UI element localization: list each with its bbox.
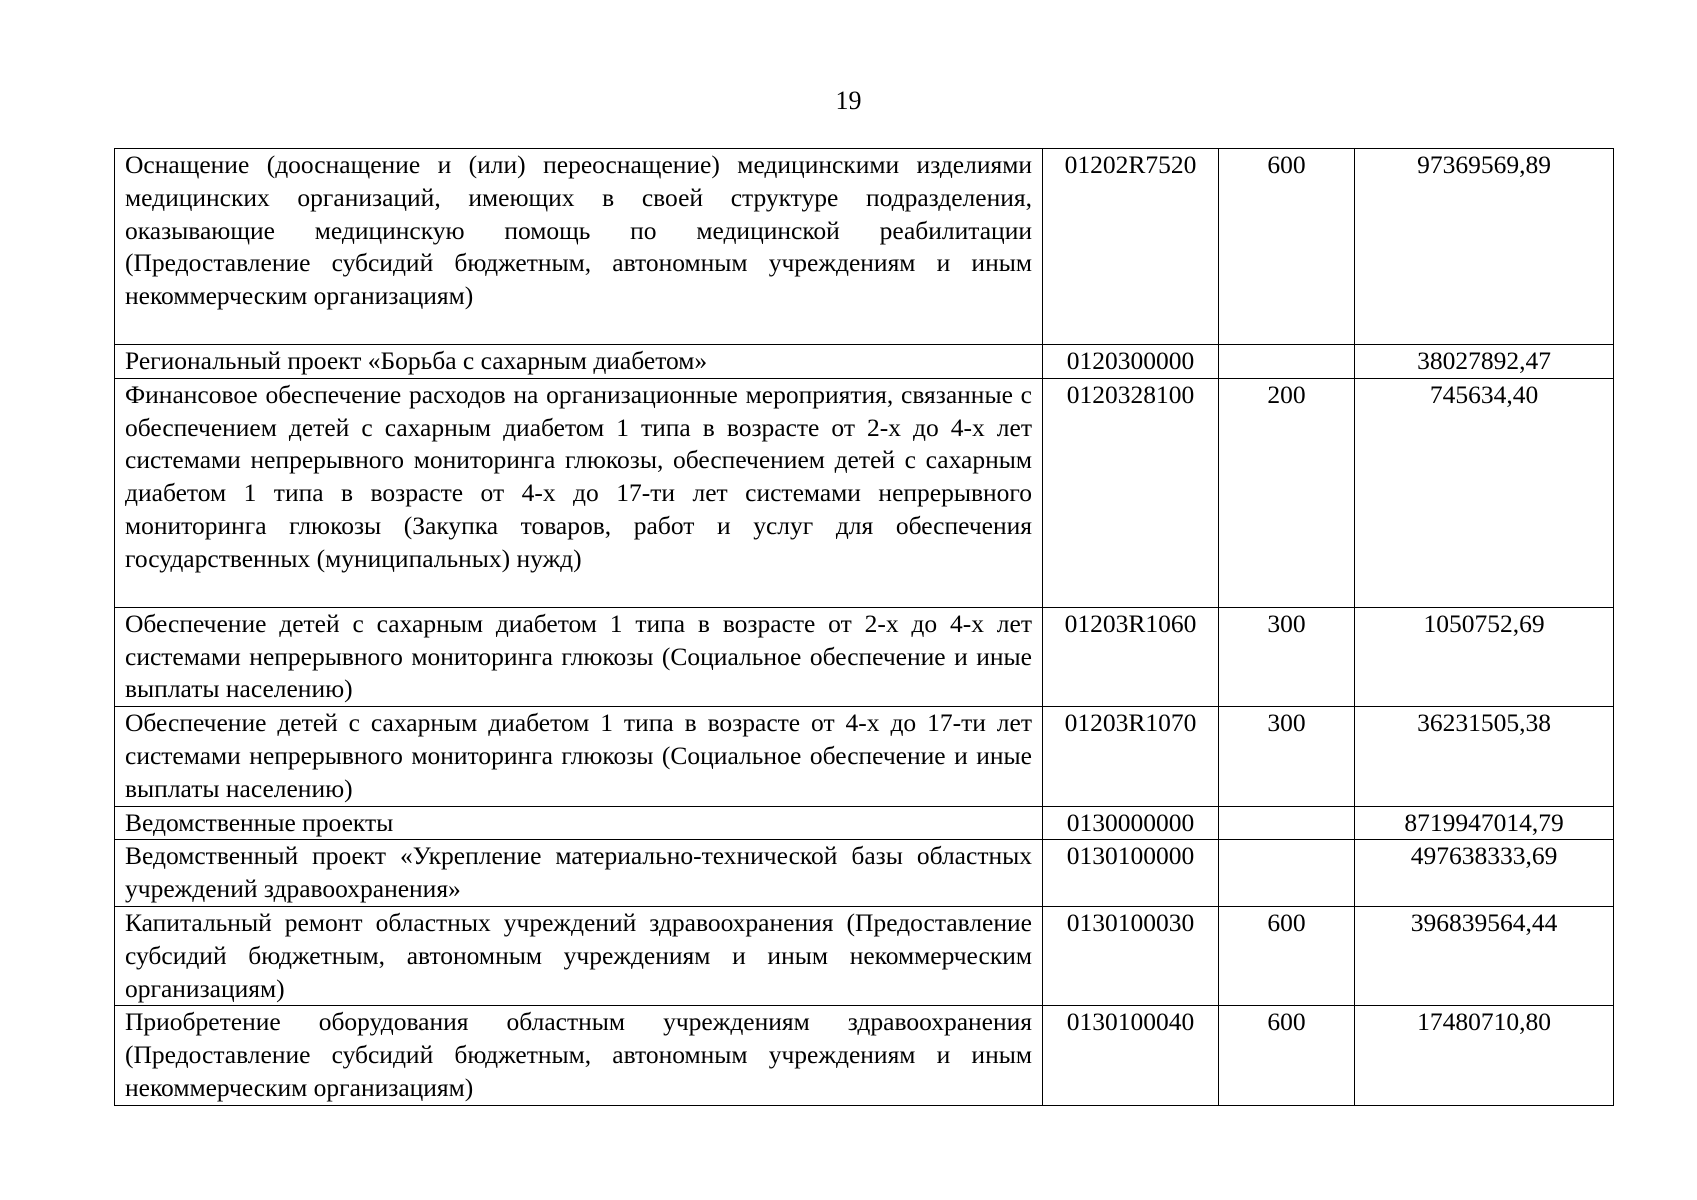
table-row [115,806,1614,840]
row-name-cell: Финансовое обеспечение расходов на организационные мероприятия, связанные с обеспечением детей с сахарным диабетом 1 типа в возрасте от 2-х до 4-х лет системами непрерывного мониторинга глюкозы, обеспечением детей с сахарным диабетом 1 типа в возрасте от 4-х до 17-ти лет системами непрерывного мониторинга глюкозы (Закупка товаров, работ и услуг для обеспечения государственных (муниципальных) нужд) [115,378,1043,607]
table-row [115,607,1614,706]
row-code-cell: 0130100040 [1043,1006,1219,1105]
row-sum-cell: 1050752,69 [1355,607,1614,706]
row-code-cell: 01202R7520 [1043,149,1219,345]
page-number: 19 [835,86,862,115]
row-name-cell: Приобретение оборудования областным учреждениям здравоохранения (Предоставление субсидий бюджетным, автономным учреждениям и иным некоммерческим организациям) [115,1006,1043,1105]
row-code-cell: 0130100030 [1043,906,1219,1005]
row-name-cell: Региональный проект «Борьба с сахарным диабетом» [115,345,1043,379]
table-row [115,378,1614,607]
row-expense-type-cell: 600 [1219,906,1355,1005]
row-expense-type-cell [1219,345,1355,379]
row-code-cell: 0130000000 [1043,806,1219,840]
row-name-cell: Ведомственный проект «Укрепление материально-технической базы областных учреждений здравоохранения» [115,840,1043,907]
row-code-cell: 0130100000 [1043,840,1219,907]
row-sum-cell: 17480710,80 [1355,1006,1614,1105]
row-sum-cell: 745634,40 [1355,378,1614,607]
row-expense-type-cell: 300 [1219,607,1355,706]
row-sum-cell: 497638333,69 [1355,840,1614,907]
table-row [115,345,1614,379]
row-sum-cell: 8719947014,79 [1355,806,1614,840]
row-name-cell: Оснащение (дооснащение и (или) переоснащение) медицинскими изделиями медицинских организаций, имеющих в своей структуре подразделения, оказывающие медицинскую помощь по медицинской реабилитации (Предоставление субсидий бюджетным, автономным учреждениям и иным некоммерческим организациям) [115,149,1043,345]
row-code-cell: 0120328100 [1043,378,1219,607]
row-code-cell: 01203R1070 [1043,707,1219,806]
row-sum-cell: 36231505,38 [1355,707,1614,806]
row-name-cell: Капитальный ремонт областных учреждений здравоохранения (Предоставление субсидий бюджетным, автономным учреждениям и иным некоммерческим организациям) [115,906,1043,1005]
table-row [115,707,1614,806]
row-sum-cell: 97369569,89 [1355,149,1614,345]
row-code-cell: 0120300000 [1043,345,1219,379]
row-expense-type-cell [1219,806,1355,840]
row-name-cell: Обеспечение детей с сахарным диабетом 1 типа в возрасте от 4-х до 17-ти лет системами непрерывного мониторинга глюкозы (Социальное обеспечение и иные выплаты населению) [115,707,1043,806]
table-row [115,840,1614,907]
budget-table [114,148,1614,1106]
row-expense-type-cell: 300 [1219,707,1355,806]
row-sum-cell: 38027892,47 [1355,345,1614,379]
row-code-cell: 01203R1060 [1043,607,1219,706]
table-row [115,149,1614,345]
row-expense-type-cell: 600 [1219,149,1355,345]
table-row [115,906,1614,1005]
row-expense-type-cell: 200 [1219,378,1355,607]
row-expense-type-cell: 600 [1219,1006,1355,1105]
row-name-cell: Ведомственные проекты [115,806,1043,840]
table-row [115,1006,1614,1105]
row-name-cell: Обеспечение детей с сахарным диабетом 1 типа в возрасте от 2-х до 4-х лет системами непрерывного мониторинга глюкозы (Социальное обеспечение и иные выплаты населению) [115,607,1043,706]
row-expense-type-cell [1219,840,1355,907]
row-sum-cell: 396839564,44 [1355,906,1614,1005]
